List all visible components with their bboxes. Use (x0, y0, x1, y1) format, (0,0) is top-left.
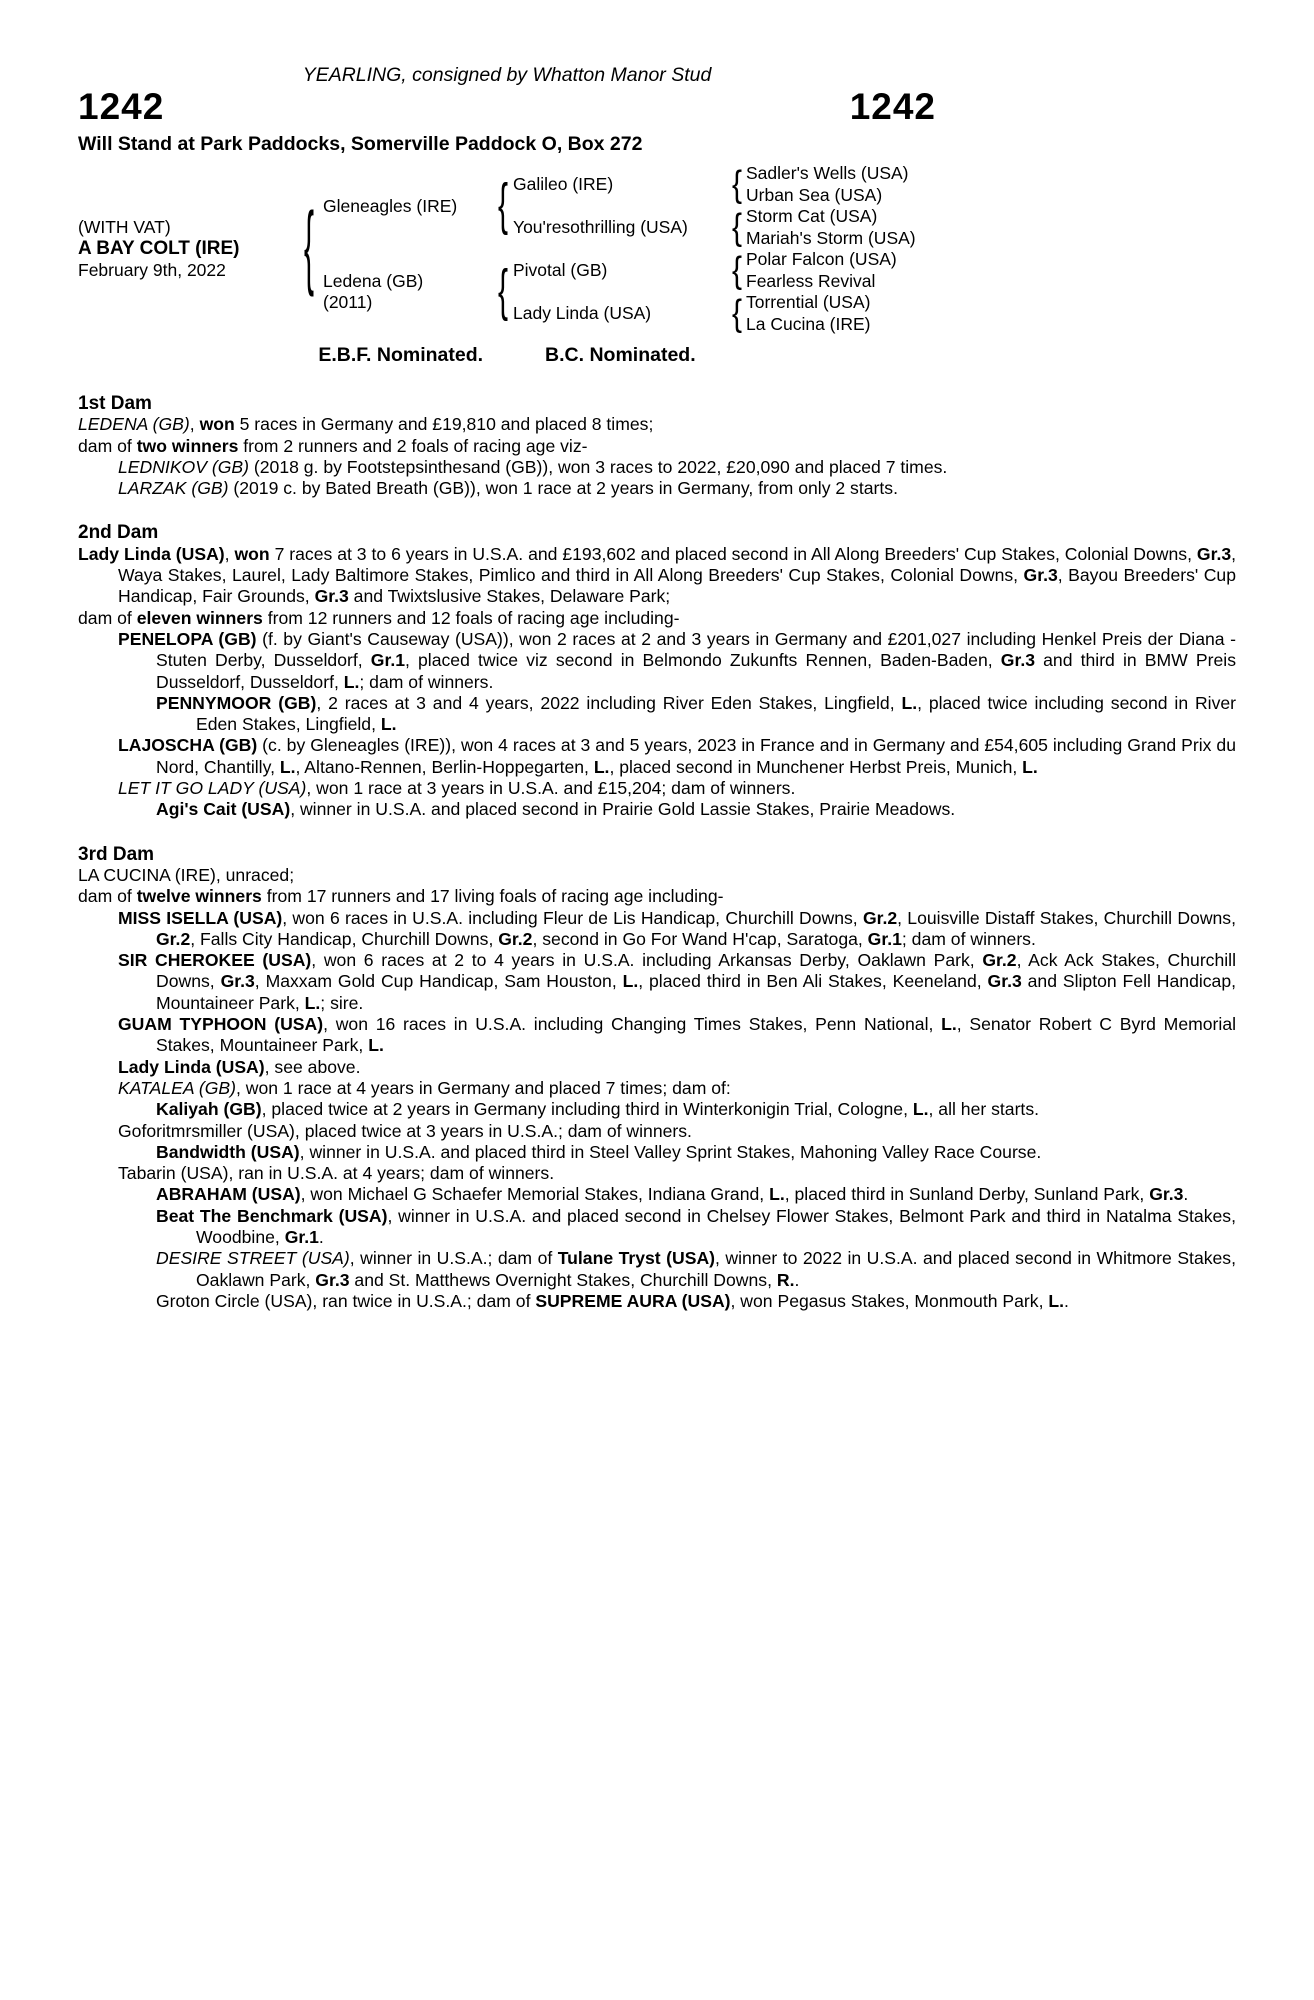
lot-number-right: 1242 (849, 86, 936, 127)
brace-icon: { (731, 206, 743, 248)
brace-icon: { (497, 173, 509, 237)
pedigree-text (78, 393, 1236, 1312)
pedigree-dam-year: (2011) (323, 292, 373, 312)
pedigree-paragraph: SIR CHEROKEE (USA), won 6 races at 2 to 4 years in U.S.A. including Arkansas Derby, Oaklawn Park, Gr.2, Ack Ack Stakes, Churchill Downs, Gr.3, Maxxam Gold Cup Handicap, Sam Houston, L., placed third in Ben Ali Stakes, Keeneland, Gr.3 and Slipton Fell Handicap, Mountaineer Park, L.; sire. (118, 950, 1237, 1013)
pedigree-paragraph: Bandwidth (USA), winner in U.S.A. and placed third in Steel Valley Sprint Stakes, Mahoning Valley Race Course. (156, 1141, 1042, 1162)
pedigree-paragraph: Lady Linda (USA), see above. (118, 1056, 361, 1077)
pedigree-paragraph: MISS ISELLA (USA), won 6 races in U.S.A. including Fleur de Lis Handicap, Churchill Downs, Gr.2, Louisville Distaff Stakes, Churchill Downs, Gr.2, Falls City Handicap, Churchill Downs, Gr.2, second in Go For Wand H'cap, Saratoga, Gr.1; dam of winners. (118, 907, 1236, 949)
pedigree-table (78, 163, 936, 335)
pedigree-paragraph: DESIRE STREET (USA), winner in U.S.A.; dam of Tulane Tryst (USA), winner to 2022 in U.S.A. and placed second in Whitmore Stakes, Oaklawn Park, Gr.3 and St. Matthews Overnight Stakes, Churchill Downs, R.. (156, 1248, 1236, 1290)
pedigree-paragraph: KATALEA (GB), won 1 race at 4 years in Germany and placed 7 times; dam of: (118, 1077, 731, 1098)
pedigree-paragraph: Goforitmrsmiller (USA), placed twice at 3 years in U.S.A.; dam of winners. (118, 1120, 692, 1141)
pedigree-paragraph: ABRAHAM (USA), won Michael G Schaefer Memorial Stakes, Indiana Grand, L., placed third in Sunland Derby, Sunland Park, Gr.3. (156, 1184, 1189, 1205)
nominations-row (78, 344, 936, 367)
pedigree-paragraph: Lady Linda (USA), won 7 races at 3 to 6 years in U.S.A. and £193,602 and placed second in All Along Breeders' Cup Stakes, Colonial Downs, Gr.3, Waya Stakes, Laurel, Lady Baltimore Stakes, Pimlico and third in All Along Breeders' Cup Stakes, Colonial Downs, Gr.3, Bayou Breeders' Cup Handicap, Fair Grounds, Gr.3 and Twixtslusive Stakes, Delaware Park; (78, 543, 1237, 607)
header-block (78, 64, 936, 367)
lot-number-left: 1242 (78, 86, 165, 127)
pedigree-paragraph: LAJOSCHA (GB) (c. by Gleneagles (IRE)), won 4 races at 3 and 5 years, 2023 in France and in Germany and £54,605 including Grand Prix du Nord, Chantilly, L., Altano-Rennen, Berlin-Hoppegarten, L., placed second in Munchener Herbst Preis, Munich, L. (118, 735, 1236, 777)
pedigree-sire-dam: You'resothrilling (USA) (513, 217, 688, 237)
brace-icon: { (497, 259, 509, 323)
pedigree-dam-name: Ledena (GB) (323, 270, 424, 291)
pedigree-paragraph: PENNYMOOR (GB), 2 races at 3 and 4 years, 2022 including River Eden Stakes, Lingfield, L., placed twice including second in River Eden Stakes, Lingfield, L. (156, 692, 1237, 735)
pedigree-paragraph: PENELOPA (GB) (f. by Giant's Causeway (USA)), won 2 races at 2 and 3 years in Germany and £201,027 including Henkel Preis der Diana - Stuten Derby, Dusseldorf, Gr.1, placed twice viz second in Belmondo Zukunfts Rennen, Baden-Baden, Gr.3 and third in BMW Preis Dusseldorf, Dusseldorf, L.; dam of winners. (118, 628, 1237, 692)
section-heading: 3rd Dam (78, 843, 155, 865)
bc-nominated: B.C. Nominated. (545, 344, 696, 366)
lot-number-row (78, 88, 936, 126)
pedigree-dam-dam-sire: Torrential (USA) (746, 292, 871, 313)
pedigree-paragraph: Groton Circle (USA), ran twice in U.S.A.; dam of SUPREME AURA (USA), won Pegasus Stakes, Monmouth Park, L.. (156, 1290, 1069, 1311)
section-1st-dam (78, 393, 1236, 499)
consignment-title: YEARLING, consigned by Whatton Manor Stud (302, 64, 712, 86)
pedigree-paragraph: Kaliyah (GB), placed twice at 2 years in Germany including third in Winterkonigin Trial, Cologne, L., all her starts. (156, 1099, 1040, 1120)
pedigree-paragraph: LA CUCINA (IRE), unraced; (78, 864, 295, 885)
colt-details (78, 163, 295, 335)
pedigree-dam-dam-dam: La Cucina (IRE) (746, 313, 871, 334)
pedigree-dam-sire-sire: Polar Falcon (USA) (746, 249, 897, 270)
pedigree-dam-sire-dam: Fearless Revival (746, 270, 876, 291)
pedigree-paragraph: Tabarin (USA), ran in U.S.A. at 4 years; dam of winners. (118, 1163, 555, 1184)
pedigree-sire-dam-sire: Storm Cat (USA) (746, 206, 878, 227)
pedigree-dam (323, 249, 493, 335)
pedigree-dam-dam: Lady Linda (USA) (513, 303, 652, 323)
pedigree-paragraph: LEDNIKOV (GB) (2018 g. by Footstepsinthesand (GB)), won 3 races to 2022, £20,090 and placed 7 times. (118, 456, 948, 477)
pedigree-sire-sire-sire: Sadler's Wells (USA) (746, 163, 909, 184)
pedigree-paragraph: LARZAK (GB) (2019 c. by Bated Breath (GB)), won 1 race at 2 years in Germany, from only 2 starts. (118, 478, 898, 499)
pedigree-paragraph: Beat The Benchmark (USA), winner in U.S.A. and placed second in Chelsey Flower Stakes, Belmont Park and third in Natalma Stakes, Woodbine, Gr.1. (156, 1205, 1236, 1247)
vat-note: (WITH VAT) (78, 216, 171, 237)
pedigree-paragraph: GUAM TYPHOON (USA), won 16 races in U.S.A. including Changing Times Stakes, Penn National, L., Senator Robert C Byrd Memorial Stakes, Mountaineer Park, L. (118, 1014, 1237, 1056)
pedigree-sire-dam-dam: Mariah's Storm (USA) (746, 227, 916, 248)
brace-icon: { (731, 292, 743, 334)
pedigree-paragraph: dam of eleven winners from 12 runners and 12 foals of racing age including- (78, 607, 680, 628)
pedigree-paragraph: Agi's Cait (USA), winner in U.S.A. and placed second in Prairie Gold Lassie Stakes, Prairie Meadows. (156, 799, 956, 820)
pedigree-paragraph: dam of twelve winners from 17 runners and 17 living foals of racing age including- (78, 886, 724, 907)
pedigree-paragraph: LET IT GO LADY (USA), won 1 race at 3 years in U.S.A. and £15,204; dam of winners. (118, 778, 796, 799)
brace-icon: { (731, 249, 743, 291)
pedigree-dam-sire: Pivotal (GB) (513, 260, 608, 280)
section-heading: 1st Dam (78, 393, 152, 414)
pedigree-sire: Gleneagles (IRE) (323, 195, 458, 216)
brace-icon: { (731, 163, 743, 205)
pedigree-paragraph: LEDENA (GB), won 5 races in Germany and £19,810 and placed 8 times; (78, 414, 654, 435)
section-3rd-dam (78, 844, 1236, 1313)
foaling-date: February 9th, 2022 (78, 259, 226, 280)
section-heading: 2nd Dam (78, 522, 159, 544)
pedigree-paragraph: dam of two winners from 2 runners and 2 foals of racing age viz- (78, 435, 588, 456)
colt-description: A BAY COLT (IRE) (78, 238, 240, 260)
pedigree-sire-sire: Galileo (IRE) (513, 174, 614, 194)
ebf-nominated: E.B.F. Nominated. (318, 344, 484, 366)
pedigree-sire-sire-dam: Urban Sea (USA) (746, 184, 883, 205)
section-2nd-dam (78, 522, 1236, 820)
brace-icon: { (303, 196, 315, 299)
stand-location: Will Stand at Park Paddocks, Somerville Paddock O, Box 272 (78, 133, 643, 155)
